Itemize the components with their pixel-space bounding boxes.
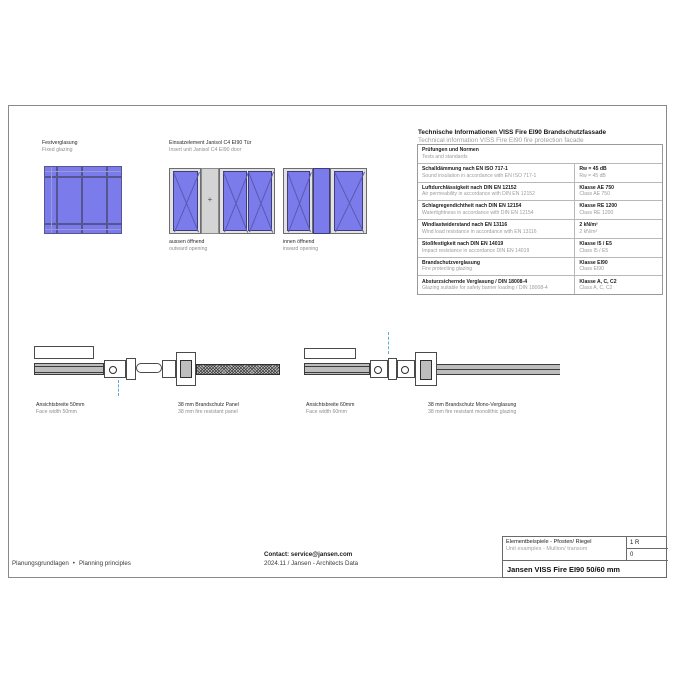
table-cell-key	[418, 183, 575, 201]
table-cell-key	[418, 201, 575, 219]
pressure-plate	[126, 358, 136, 380]
screw-circle	[374, 366, 382, 374]
row-key-de: Luftdurchlässigkeit nach DIN EN 12152	[422, 184, 517, 191]
table-cell-key	[418, 258, 575, 276]
profile-line	[34, 366, 104, 367]
table-cell-value	[575, 258, 662, 276]
insulator-bar	[136, 363, 162, 373]
door-group-outward	[169, 168, 275, 234]
fixed-glazing-elevation	[44, 166, 122, 234]
title-block-code	[627, 537, 668, 549]
profile-line	[34, 372, 104, 373]
door-group-inward	[283, 168, 367, 234]
glazing-bead	[45, 171, 121, 172]
table-cell-value	[575, 276, 662, 294]
wall-return	[304, 348, 356, 359]
door-unit-label-en: Insert unit Janisol C4 EI90 door	[169, 147, 242, 153]
row-key-en: Wind load resistance in accordance with EN 13116	[422, 228, 537, 235]
glazing-rebate	[162, 360, 176, 378]
table-row	[418, 201, 662, 220]
row-val-en: Class AE 750	[579, 191, 610, 198]
product-name: Jansen VISS Fire EI90 50/60 mm	[507, 565, 620, 574]
revision-value: 0	[630, 551, 634, 558]
fixed-glazing-label-de: Festverglasung	[42, 140, 78, 146]
table-cell-value	[575, 239, 662, 257]
row-key-en: Watertightness in accordance with DIN EN 12154	[422, 210, 534, 217]
panel-en: 38 mm fire resistant panel	[178, 409, 238, 415]
principles-en: Planning principles	[78, 560, 131, 567]
table-cell-value	[575, 220, 662, 238]
row-val-de: Rw = 45 dB	[579, 165, 607, 172]
row-key-en: Impact resistance in accordance DIN EN 14019	[422, 247, 530, 254]
row-key-en: Fire protecting glazing	[422, 266, 473, 273]
contact-email[interactable]: Contact: service@jansen.com	[264, 551, 353, 558]
table-cell-key	[418, 276, 575, 294]
outward-label-en: outward opening	[169, 246, 208, 252]
table-row	[418, 220, 662, 239]
section-detail-right	[300, 346, 560, 396]
row-val-de: 2 kN/m²	[579, 222, 598, 229]
subject-en: Unit examples - Mullion/ transom	[506, 546, 588, 552]
mono-glazing	[437, 364, 560, 375]
row-key-en: Air permeability in accordance with DIN EN 12152	[422, 191, 535, 198]
section-detail-left	[30, 346, 280, 396]
title-block-revision	[627, 549, 668, 561]
footer-planning-principles	[12, 559, 131, 568]
table-cell-value	[575, 201, 662, 219]
bullet-icon: •	[72, 560, 75, 567]
panel-de: 38 mm Brandschutz Mono-Verglasung	[428, 402, 517, 408]
pressure-plate	[388, 358, 397, 380]
centre-axis-dashed	[388, 332, 389, 354]
spec-table	[417, 144, 663, 295]
wall-return	[34, 346, 94, 359]
fixed-glazing-label-en: Fixed glazing	[42, 147, 73, 153]
row-val-en: Class I5 / E5	[579, 247, 609, 254]
profile-line	[304, 366, 370, 367]
row-key-de: Schlagregendichtheit nach DIN EN 12154	[422, 203, 522, 210]
transom-horizontal	[45, 176, 121, 178]
row-val-en: Rw = 45 dB	[579, 172, 606, 179]
centre-axis-dashed	[118, 380, 119, 396]
section-left-panel-label	[178, 402, 239, 416]
spec-title-de: Technische Informationen VISS Fire EI90 Brandschutzfassade	[418, 129, 607, 136]
plus-symbol: +	[207, 195, 213, 204]
issue-date: 2024.11 / Jansen - Architects Data	[264, 560, 359, 567]
cap-core	[420, 360, 432, 380]
title-block-product	[503, 561, 668, 579]
table-cell-value	[575, 164, 662, 182]
table-row	[418, 258, 662, 277]
inward-opening-caption	[283, 239, 318, 253]
row-val-de: Klasse EI90	[579, 259, 608, 266]
spec-table-title	[418, 129, 606, 145]
row-val-de: Klasse AE 750	[579, 184, 614, 191]
panel-de: 38 mm Brandschutz Panel	[178, 402, 239, 408]
screw-circle	[109, 366, 117, 374]
inward-label-de: innen öffnend	[283, 239, 315, 245]
row-val-en: Class A, C, C2	[579, 285, 613, 292]
table-cell-key	[418, 164, 575, 182]
table-cell-key	[418, 220, 575, 238]
principles-de: Planungsgrundlagen	[12, 560, 69, 567]
footer-contact-block	[264, 550, 358, 568]
profile-line	[304, 372, 370, 373]
door-unit-caption	[169, 140, 251, 154]
face-width-en: Face width 60mm	[306, 409, 347, 415]
face-width-de: Ansichtsbreite 50mm	[36, 402, 85, 408]
header-en: Tests and standards	[422, 153, 468, 160]
row-key-en: Sound insulation in accordance with EN ISO 717-1	[422, 172, 537, 179]
row-key-en: Glazing suitable for safety barrier loading / DIN 18008-4	[422, 285, 548, 292]
row-val-de: Klasse RE 1200	[579, 203, 618, 210]
table-row	[418, 183, 662, 202]
title-block-subject	[503, 537, 627, 561]
row-val-en: 2 kN/m²	[579, 228, 598, 235]
row-val-en: Class EI90	[579, 266, 604, 273]
glazing-bead	[45, 229, 121, 230]
outward-opening-caption	[169, 239, 207, 253]
row-val-de: Klasse I5 / E5	[579, 241, 612, 248]
table-row	[418, 164, 662, 183]
fire-resistant-panel-hatch	[196, 364, 280, 375]
table-row	[418, 239, 662, 258]
screw-circle	[401, 366, 409, 374]
row-key-de: Stoßfestigkeit nach DIN EN 14019	[422, 241, 504, 248]
glazing-line	[437, 369, 560, 370]
table-cell-value	[575, 183, 662, 201]
glazing-bead	[51, 167, 52, 233]
table-cell-key	[418, 239, 575, 257]
transom-horizontal	[45, 223, 121, 225]
panel-en: 38 mm fire resistant monolithic glazing	[428, 409, 517, 415]
header-de: Prüfungen und Normen	[422, 147, 479, 154]
row-key-de: Brandschutzverglasung	[422, 259, 481, 266]
door-leaf	[173, 171, 198, 231]
face-width-en: Face width 50mm	[36, 409, 77, 415]
mullion-profile-left	[34, 363, 104, 375]
title-block	[502, 536, 667, 578]
table-row	[418, 276, 662, 294]
face-width-de: Ansichtsbreite 60mm	[306, 402, 355, 408]
row-val-de: Klasse A, C, C2	[579, 278, 617, 285]
table-header-cell	[418, 145, 662, 163]
section-left-face-label	[36, 402, 84, 416]
outward-label-de: aussen öffnend	[169, 239, 205, 245]
cap-core	[180, 360, 192, 378]
door-unit-label-de: Einsatzelement Janisol C4 EI90 Tür	[169, 140, 252, 146]
row-val-en: Class RE 1200	[579, 210, 614, 217]
subject-de: Elementbeispiele - Pfosten/ Riegel	[506, 539, 592, 545]
door-leaf	[248, 171, 272, 231]
door-leaf	[287, 171, 310, 231]
fixed-infill-glazing	[313, 168, 330, 234]
door-leaf	[334, 171, 363, 231]
section-right-face-label	[306, 402, 354, 416]
code-value: 1 R	[630, 539, 640, 546]
door-leaf	[223, 171, 247, 231]
section-right-panel-label	[428, 402, 516, 416]
fixed-glazing-caption	[42, 140, 77, 154]
row-key-de: Absturzsichernde Verglasung / DIN 18008-4	[422, 278, 528, 285]
row-key-de: Schalldämmung nach EN ISO 717-1	[422, 165, 508, 172]
mullion-profile-left	[304, 363, 370, 375]
table-header-row	[418, 145, 662, 164]
spec-title-en: Technical information VISS Fire EI90 fire protection facade	[418, 137, 584, 144]
row-key-de: Windlastwiderstand nach EN 13116	[422, 222, 508, 229]
inward-label-en: inward opening	[283, 246, 319, 252]
